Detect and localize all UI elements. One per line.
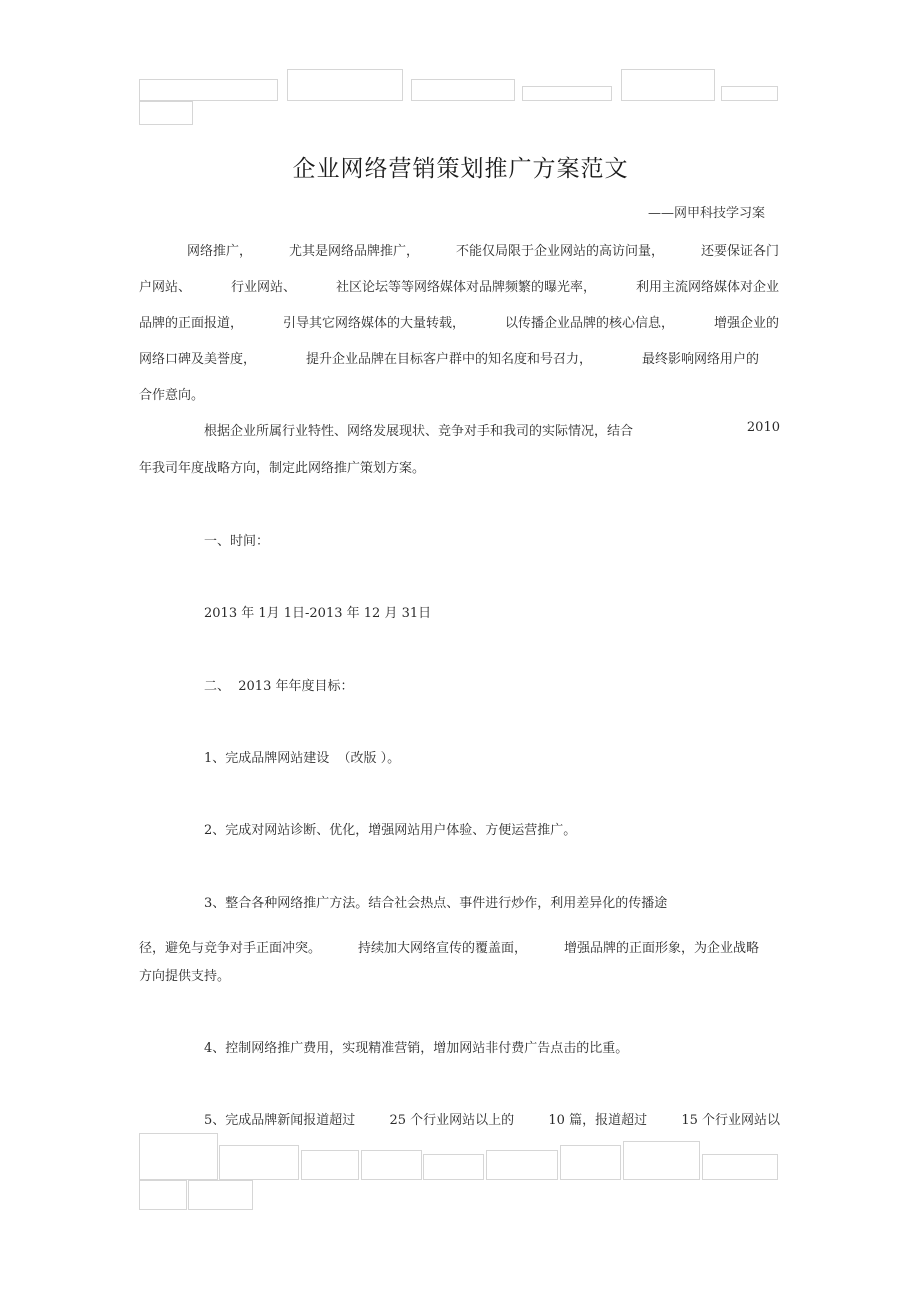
header-decoration: [411, 79, 515, 101]
header-decoration: [621, 69, 715, 101]
footer-decoration: [361, 1150, 422, 1180]
intro-line: 品牌的正面报道， 引导其它网络媒体的大量转载， 以传播企业品牌的核心信息， 增强企业的: [139, 316, 779, 331]
header-decoration: [721, 86, 778, 101]
intro-line: 户网站、 行业网站、 社区论坛等等网络媒体对品牌频繁的曝光率， 利用主流网络媒体对企业: [139, 280, 779, 295]
footer-decoration: [702, 1154, 778, 1180]
header-decoration: [522, 86, 612, 101]
basis-line: 根据企业所属行业特性、网络发展现状、竞争对手和我司的实际情况，结合 2010: [204, 420, 780, 439]
footer-decoration: [139, 1180, 187, 1210]
footer-decoration: [188, 1180, 253, 1210]
goal-5: 5、完成品牌新闻报道超过 25 个行业网站以上的 10 篇，报道超过 15 个行业网站以: [204, 1113, 780, 1128]
header-decoration: [287, 69, 403, 101]
footer-decoration: [301, 1150, 359, 1180]
section2-heading: 二、 2013 年年度目标：: [204, 679, 354, 694]
document-title: 企业网络营销策划推广方案范文: [292, 156, 629, 182]
footer-decoration: [139, 1133, 218, 1180]
footer-decoration: [486, 1150, 558, 1180]
intro-line: 合作意向。: [139, 388, 205, 403]
document-author: ——网甲科技学习案: [647, 206, 765, 221]
footer-decoration: [623, 1141, 700, 1180]
section1-heading: 一、时间：: [204, 534, 270, 549]
goal-4: 4、控制网络推广费用，实现精准营销，增加网站非付费广告点击的比重。: [204, 1041, 629, 1056]
goal-1: 1、完成品牌网站建设 （改版 ）。: [204, 751, 401, 766]
basis-line: 年我司年度战略方向，制定此网络推广策划方案。: [139, 461, 426, 476]
intro-line: 网络口碑及美誉度， 提升企业品牌在目标客户群中的知名度和号召力， 最终影响网络用户的: [139, 352, 759, 367]
goal-3-line: 径，避免与竞争对手正面冲突。 持续加大网络宣传的覆盖面， 增强品牌的正面形象，为企业战略: [139, 941, 759, 956]
footer-decoration: [560, 1145, 621, 1180]
intro-line: 网络推广， 尤其是网络品牌推广， 不能仅局限于企业网站的高访问量， 还要保证各门: [187, 244, 779, 259]
footer-decoration: [219, 1145, 299, 1180]
goal-2: 2、完成对网站诊断、优化，增强网站用户体验、方便运营推广。: [204, 823, 577, 838]
header-decoration: [139, 79, 278, 101]
goal-3-line: 3、整合各种网络推广方法。结合社会热点、事件进行炒作，利用差异化的传播途: [204, 896, 668, 911]
section1-date: 2013 年 1月 1日-2013 年 12 月 31日: [204, 606, 432, 621]
footer-decoration: [423, 1154, 484, 1180]
header-decoration: [139, 101, 193, 125]
goal-3-line: 方向提供支持。: [139, 969, 231, 984]
